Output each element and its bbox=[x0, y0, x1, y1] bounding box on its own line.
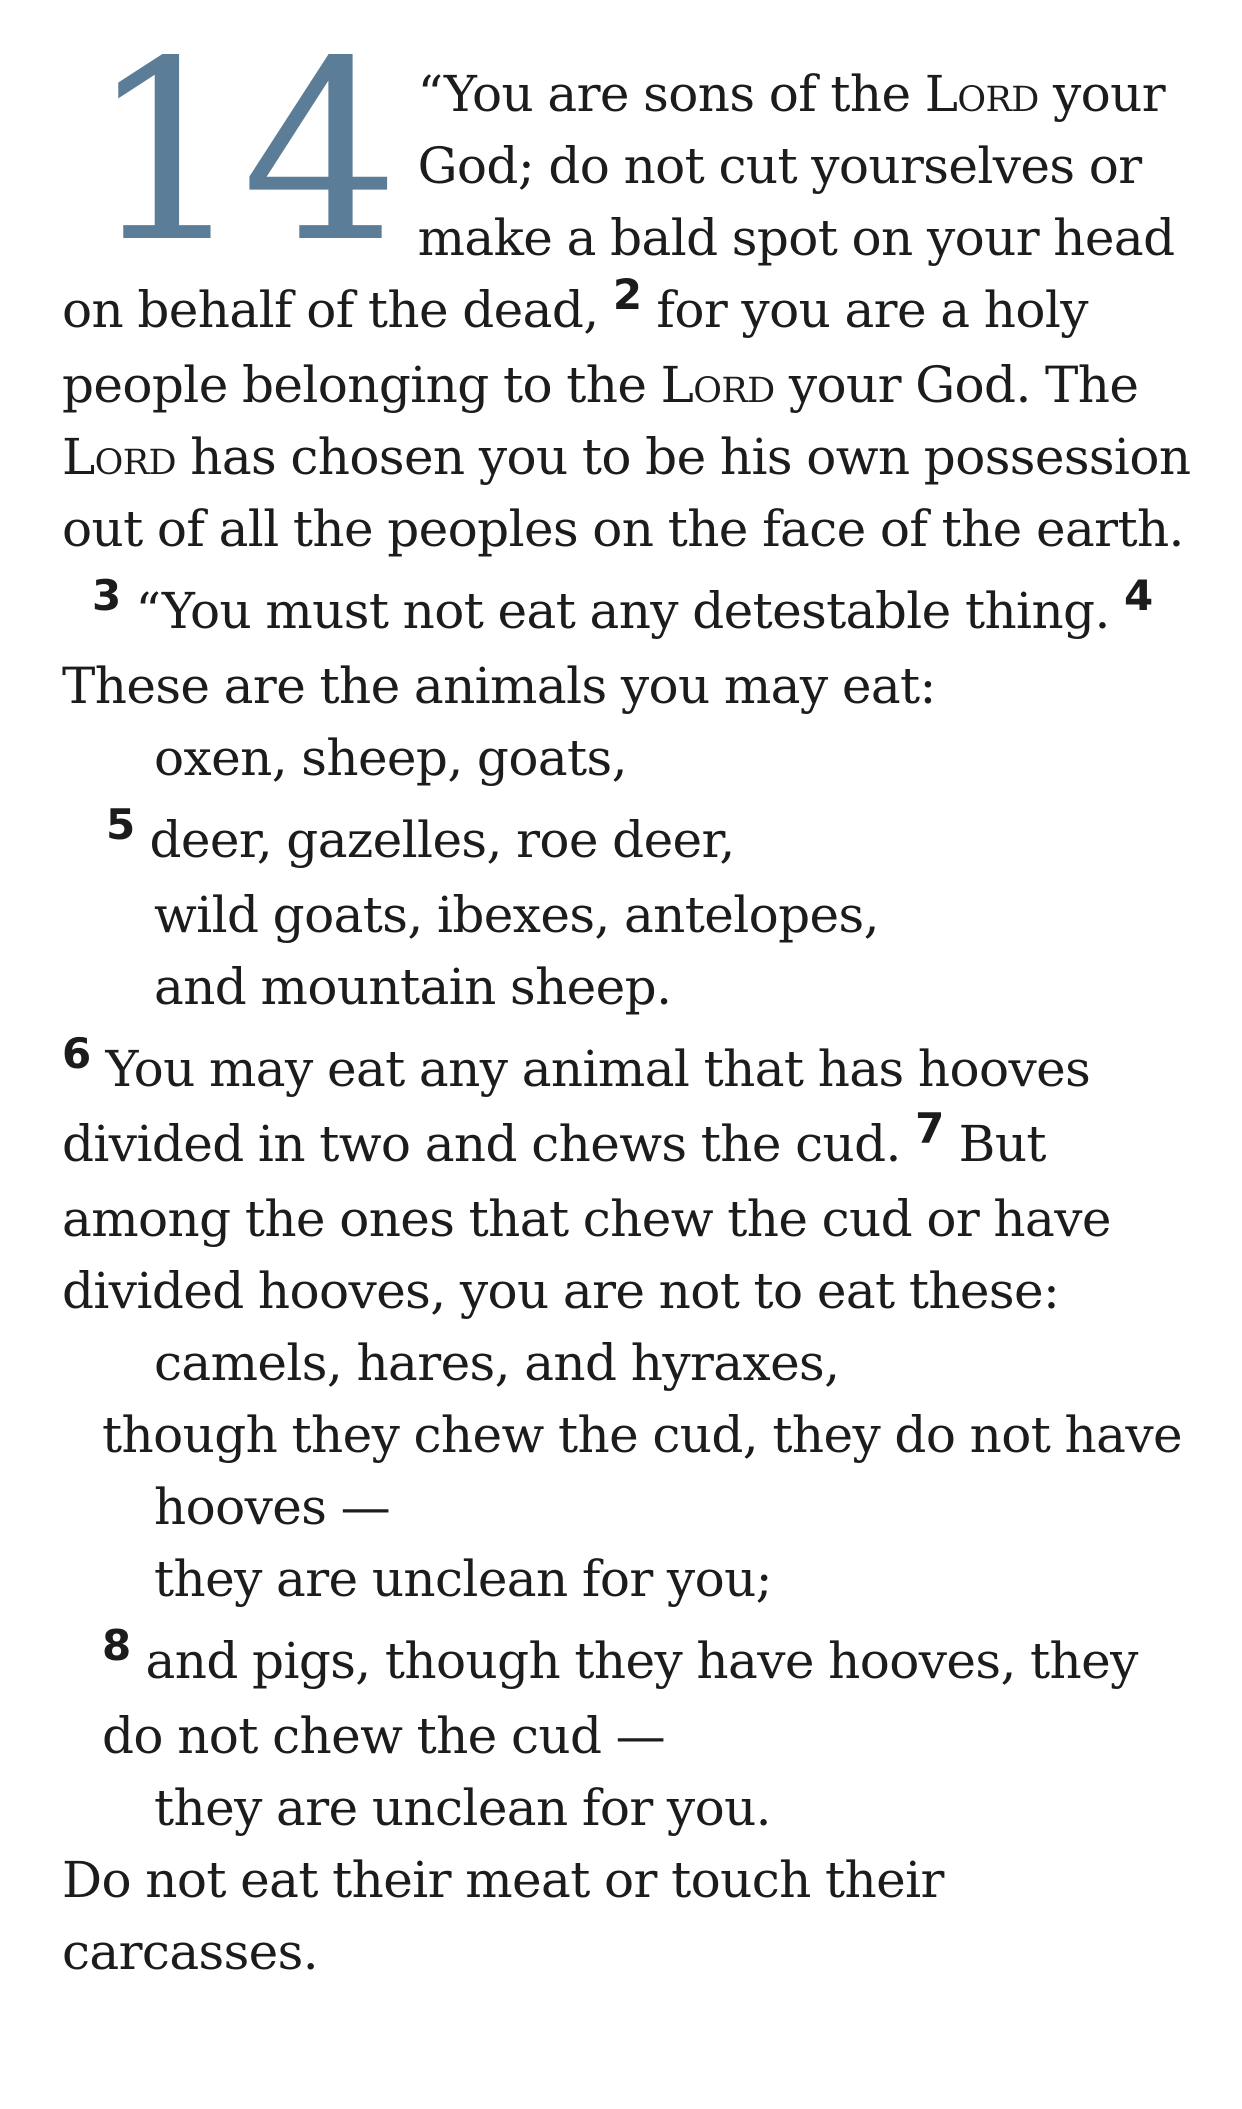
verse-2-text-b: your God. The bbox=[774, 356, 1139, 414]
verse-1-text-b: your God; do not cut yourselves or make a bald spot on your head on behalf of the dead, bbox=[62, 65, 1175, 339]
verse-number-4: 4 bbox=[1124, 571, 1154, 620]
verse-3-text: “You must not eat any detestable thing. bbox=[121, 582, 1110, 640]
verse-7-poetry-line-1: camels, hares, and hyraxes, bbox=[154, 1334, 840, 1392]
verse-8-text-1: and pigs, though they have hooves, they do not chew the cud — bbox=[102, 1632, 1138, 1765]
verse-4-text: These are the animals you may eat: bbox=[62, 657, 936, 715]
chapter-text bbox=[62, 9, 1192, 1988]
verse-3-paragraph bbox=[62, 571, 1192, 650]
verse-2-text-a: for you are a holy people belonging to the bbox=[62, 281, 1088, 414]
verse-7-poetry-line-2: though they chew the cud, they do not have hooves — bbox=[102, 1406, 1182, 1536]
divine-name: Lord bbox=[660, 356, 775, 414]
divine-name: Lord bbox=[62, 428, 176, 486]
verse-8-line-1 bbox=[62, 1621, 1192, 1772]
verse-8-poetry-line-2: they are unclean for you. bbox=[154, 1779, 771, 1837]
verse-number-7: 7 bbox=[915, 1104, 945, 1153]
verse-number-3: 3 bbox=[92, 571, 122, 620]
verse-5-text-1: deer, gazelles, roe deer, bbox=[135, 811, 735, 869]
chapter-number: 14 bbox=[88, 9, 396, 297]
verse-7-poetry-line-3: they are unclean for you; bbox=[154, 1550, 772, 1608]
verse-number-8: 8 bbox=[102, 1621, 132, 1670]
verse-7-text: But among the ones that chew the cud or have divided hooves, you are not to eat these: bbox=[62, 1115, 1111, 1320]
verse-4-poetry-line-1: oxen, sheep, goats, bbox=[154, 729, 627, 787]
verse-6-7-paragraph bbox=[62, 1029, 1192, 1327]
verse-2-text-c: has chosen you to be his own possession out of all the peoples on the face of the earth. bbox=[62, 428, 1191, 558]
verse-8-closing-text: Do not eat their meat or touch their carcasses. bbox=[62, 1851, 944, 1981]
verse-1-text-a: “You are sons of the bbox=[417, 65, 925, 123]
verse-number-5: 5 bbox=[106, 800, 136, 849]
verse-5-poetry-line-2: wild goats, ibexes, antelopes, bbox=[154, 886, 879, 944]
verse-5-line-1 bbox=[62, 800, 1192, 879]
verse-5-poetry-line-3: and mountain sheep. bbox=[154, 958, 672, 1016]
divine-name: Lord bbox=[924, 65, 1039, 123]
verse-number-6: 6 bbox=[62, 1029, 92, 1078]
verse-6-text: You may eat any animal that has hooves divided in two and chews the cud. bbox=[62, 1040, 1091, 1173]
verse-number-2: 2 bbox=[612, 270, 643, 319]
